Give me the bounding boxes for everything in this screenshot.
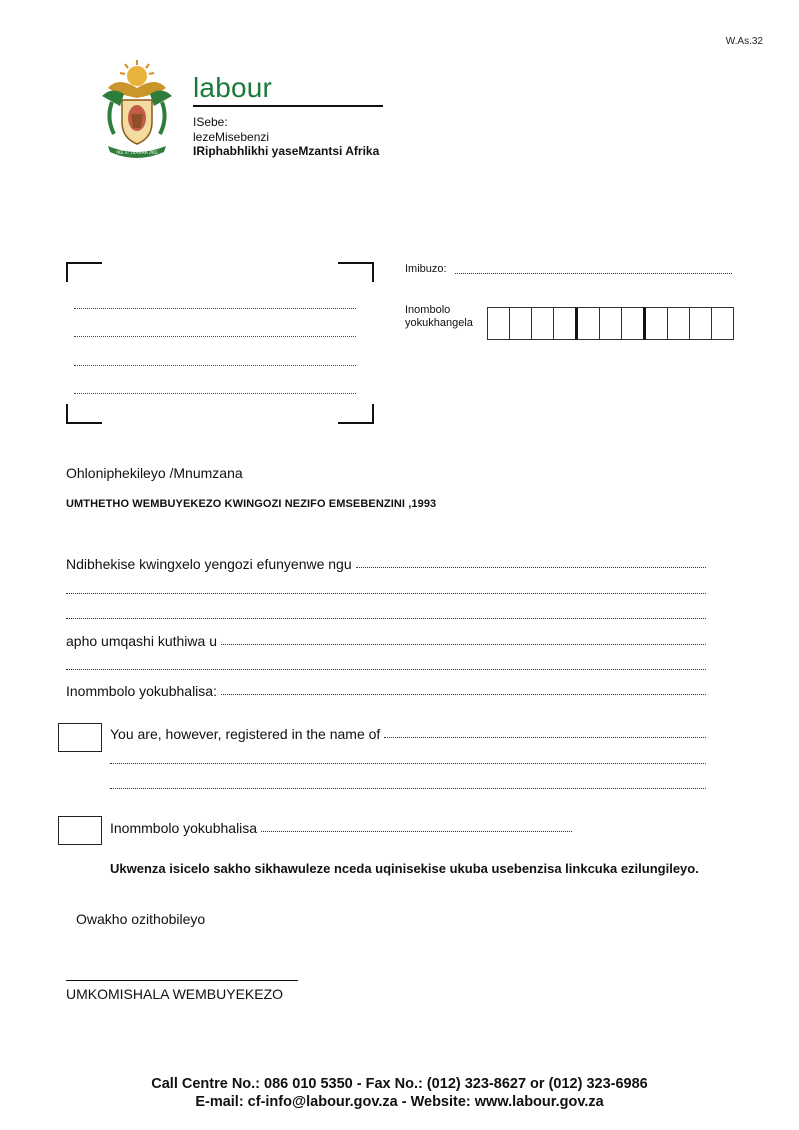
- address-line-4[interactable]: [74, 392, 356, 394]
- reference-digit-box[interactable]: [509, 307, 532, 340]
- report-received-field[interactable]: [356, 567, 706, 568]
- corner-bottom-left: [66, 404, 102, 424]
- reference-digit-box[interactable]: [689, 307, 712, 340]
- continuation-field[interactable]: [110, 763, 706, 764]
- continuation-field[interactable]: [66, 669, 706, 670]
- closing: Owakho ozithobileyo: [76, 911, 206, 927]
- signatory-title: UMKOMISHALA WEMBUYEKEZO: [66, 986, 284, 1002]
- option-registered-name-checkbox[interactable]: [58, 723, 102, 752]
- reference-label-line2: yokukhangela: [405, 317, 473, 329]
- reference-digit-box[interactable]: [575, 307, 600, 340]
- registered-name-line: [110, 724, 706, 742]
- department-line-1: ISebe:: [193, 115, 228, 129]
- enquiries-field[interactable]: [455, 272, 732, 274]
- signature-line[interactable]: [66, 980, 298, 981]
- department-line-2: lezeMisebenzi: [193, 130, 270, 144]
- crest-motto: !KE E: /XARRA //KE: [116, 151, 158, 156]
- blank-line-5: [66, 656, 706, 674]
- registration-number-field[interactable]: [221, 694, 706, 695]
- enquiries-label: Imibuzo:: [405, 263, 447, 275]
- registration-number-label: Inommbolo yokubhalisa:: [66, 683, 217, 699]
- footer-email-website: E-mail: cf-info@labour.gov.za - Website: www.labour.gov.za: [195, 1094, 604, 1110]
- corner-bottom-right: [338, 404, 374, 424]
- address-line-3[interactable]: [74, 364, 356, 366]
- department-line-3: IRiphabhlikhi yaseMzantsi Afrika: [193, 144, 380, 158]
- reference-digit-box[interactable]: [531, 307, 554, 340]
- reference-number-boxes[interactable]: [488, 307, 734, 340]
- crest-sun: [120, 60, 154, 86]
- salutation: Ohloniphekileyo /Mnumzana: [66, 465, 243, 481]
- reference-label-line1: Inombolo: [405, 304, 451, 316]
- instruction-note: Ukwenza isicelo sakho sikhawuleze nceda uqinisekise ukuba usebenzisa linkcuka ezilungileyo.: [110, 861, 699, 876]
- reference-digit-box[interactable]: [487, 307, 510, 340]
- employer-field[interactable]: [221, 644, 706, 645]
- reference-digit-box[interactable]: [599, 307, 622, 340]
- brand-name: labour: [193, 72, 273, 103]
- registered-name-line-3: [110, 775, 706, 793]
- blank-line-3: [66, 605, 706, 623]
- form-reference-code: W.As.32: [725, 36, 763, 47]
- act-title: UMTHETHO WEMBUYEKEZO KWINGOZI NEZIFO EMSEBENZINI ,1993: [66, 498, 437, 510]
- brand-underline: [193, 105, 383, 107]
- employer-label: apho umqashi kuthiwa u: [66, 633, 217, 649]
- coat-of-arms-icon: [98, 58, 176, 162]
- report-received-from-line: [66, 554, 706, 572]
- blank-line-2: [66, 580, 706, 598]
- reference-digit-box[interactable]: [643, 307, 668, 340]
- reference-digit-box[interactable]: [711, 307, 734, 340]
- option-registration-number-label: Inommbolo yokubhalisa: [110, 820, 258, 836]
- registered-name-field[interactable]: [384, 737, 706, 738]
- registered-name-label: You are, however, registered in the name of: [110, 726, 381, 742]
- option-registration-number-line: [110, 818, 572, 836]
- registration-number-line: [66, 681, 706, 699]
- address-line-2[interactable]: [74, 335, 356, 337]
- option-registration-number-checkbox[interactable]: [58, 816, 102, 845]
- registered-name-line-2: [110, 750, 706, 768]
- reference-digit-box[interactable]: [553, 307, 576, 340]
- option-registration-number-field[interactable]: [261, 831, 572, 832]
- corner-top-right: [338, 262, 374, 282]
- address-line-1[interactable]: [74, 307, 356, 309]
- continuation-field[interactable]: [66, 593, 706, 594]
- report-received-label: Ndibhekise kwingxelo yengozi efunyenwe ngu: [66, 556, 352, 572]
- continuation-field[interactable]: [66, 618, 706, 619]
- reference-digit-box[interactable]: [667, 307, 690, 340]
- employer-line: [66, 631, 706, 649]
- reference-digit-box[interactable]: [621, 307, 644, 340]
- footer-contact-numbers: Call Centre No.: 086 010 5350 - Fax No.: (012) 323-8627 or (012) 323-6986: [151, 1076, 648, 1092]
- continuation-field[interactable]: [110, 788, 706, 789]
- corner-top-left: [66, 262, 102, 282]
